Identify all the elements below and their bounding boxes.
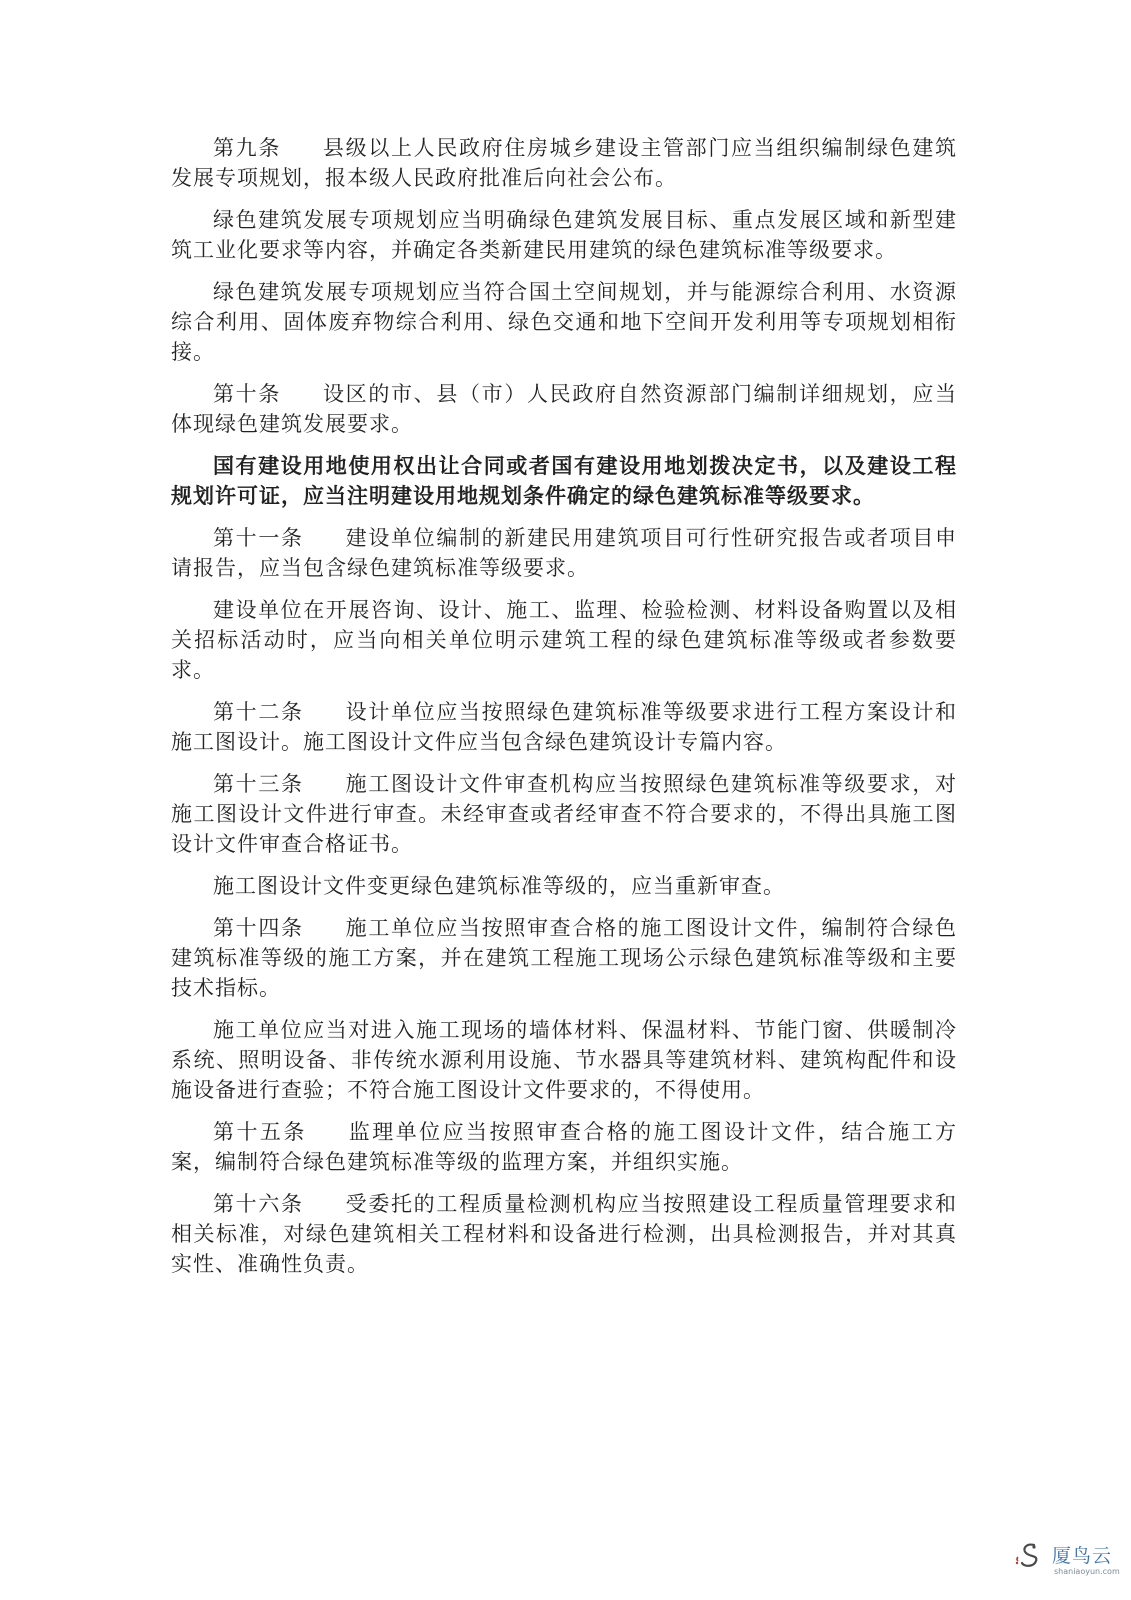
article-10-para-2 bbox=[171, 451, 957, 511]
article-text: 监理单位应当按照审查合格的施工图设计文件，结合施工方案，编制符合绿色建筑标准等级的监理方案，并组织实施。 bbox=[171, 1120, 958, 1174]
article-13-para-2 bbox=[171, 871, 957, 901]
bird-logo-icon bbox=[1012, 1539, 1048, 1575]
document-body bbox=[171, 133, 957, 1291]
watermark-name: 厦鸟云 bbox=[1052, 1545, 1113, 1567]
article-15 bbox=[171, 1117, 957, 1177]
article-number: 第九条 bbox=[213, 136, 281, 160]
article-text: 施工单位应当按照审查合格的施工图设计文件，编制符合绿色建筑标准等级的施工方案，并在建筑工程施工现场公示绿色建筑标准等级和主要技术指标。 bbox=[171, 916, 958, 1000]
article-11-para-2 bbox=[171, 595, 957, 685]
watermark bbox=[1012, 1535, 1122, 1585]
article-text: 县级以上人民政府住房城乡建设主管部门应当组织编制绿色建筑发展专项规划，报本级人民政府批准后向社会公布。 bbox=[171, 136, 957, 190]
paragraph-text: 绿色建筑发展专项规划应当明确绿色建筑发展目标、重点发展区域和新型建筑工业化要求等内容，并确定各类新建民用建筑的绿色建筑标准等级要求。 bbox=[171, 208, 957, 262]
article-11 bbox=[171, 523, 957, 583]
article-12 bbox=[171, 697, 957, 757]
article-number: 第十六条 bbox=[213, 1192, 304, 1216]
article-14-para-2 bbox=[171, 1015, 957, 1105]
article-9 bbox=[171, 133, 957, 193]
article-number: 第十条 bbox=[213, 382, 281, 406]
article-text: 施工图设计文件审查机构应当按照绿色建筑标准等级要求，对施工图设计文件进行审查。未经审查或者经审查不符合要求的，不得出具施工图设计文件审查合格证书。 bbox=[171, 772, 958, 856]
article-14 bbox=[171, 913, 957, 1003]
article-9-para-2 bbox=[171, 205, 957, 265]
article-number: 第十二条 bbox=[213, 700, 304, 724]
paragraph-text: 绿色建筑发展专项规划应当符合国土空间规划，并与能源综合利用、水资源综合利用、固体废弃物综合利用、绿色交通和地下空间开发利用等专项规划相衔接。 bbox=[171, 280, 957, 364]
paragraph-text: 国有建设用地使用权出让合同或者国有建设用地划拨决定书，以及建设工程规划许可证，应当注明建设用地规划条件确定的绿色建筑标准等级要求。 bbox=[171, 453, 957, 508]
paragraph-text: 建设单位在开展咨询、设计、施工、监理、检验检测、材料设备购置以及相关招标活动时，应当向相关单位明示建筑工程的绿色建筑标准等级或者参数要求。 bbox=[171, 598, 957, 682]
watermark-url: shaniaoyun.com bbox=[1054, 1567, 1120, 1576]
article-text: 受委托的工程质量检测机构应当按照建设工程质量管理要求和相关标准，对绿色建筑相关工程材料和设备进行检测，出具检测报告，并对其真实性、准确性负责。 bbox=[171, 1192, 958, 1276]
article-text: 设计单位应当按照绿色建筑标准等级要求进行工程方案设计和施工图设计。施工图设计文件应当包含绿色建筑设计专篇内容。 bbox=[171, 700, 958, 754]
article-16 bbox=[171, 1189, 957, 1279]
paragraph-text: 施工单位应当对进入施工现场的墙体材料、保温材料、节能门窗、供暖制冷系统、照明设备、非传统水源利用设施、节水器具等建筑材料、建筑构配件和设施设备进行查验；不符合施工图设计文件要求的，不得使用。 bbox=[171, 1018, 957, 1102]
article-number: 第十四条 bbox=[213, 916, 304, 940]
article-10 bbox=[171, 379, 957, 439]
article-text: 设区的市、县（市）人民政府自然资源部门编制详细规划，应当体现绿色建筑发展要求。 bbox=[171, 382, 957, 436]
article-number: 第十五条 bbox=[213, 1120, 307, 1144]
article-number: 第十三条 bbox=[213, 772, 304, 796]
article-text: 建设单位编制的新建民用建筑项目可行性研究报告或者项目申请报告，应当包含绿色建筑标准等级要求。 bbox=[171, 526, 958, 580]
article-13 bbox=[171, 769, 957, 859]
paragraph-text: 施工图设计文件变更绿色建筑标准等级的，应当重新审查。 bbox=[213, 874, 785, 898]
article-9-para-3 bbox=[171, 277, 957, 367]
article-number: 第十一条 bbox=[213, 526, 304, 550]
